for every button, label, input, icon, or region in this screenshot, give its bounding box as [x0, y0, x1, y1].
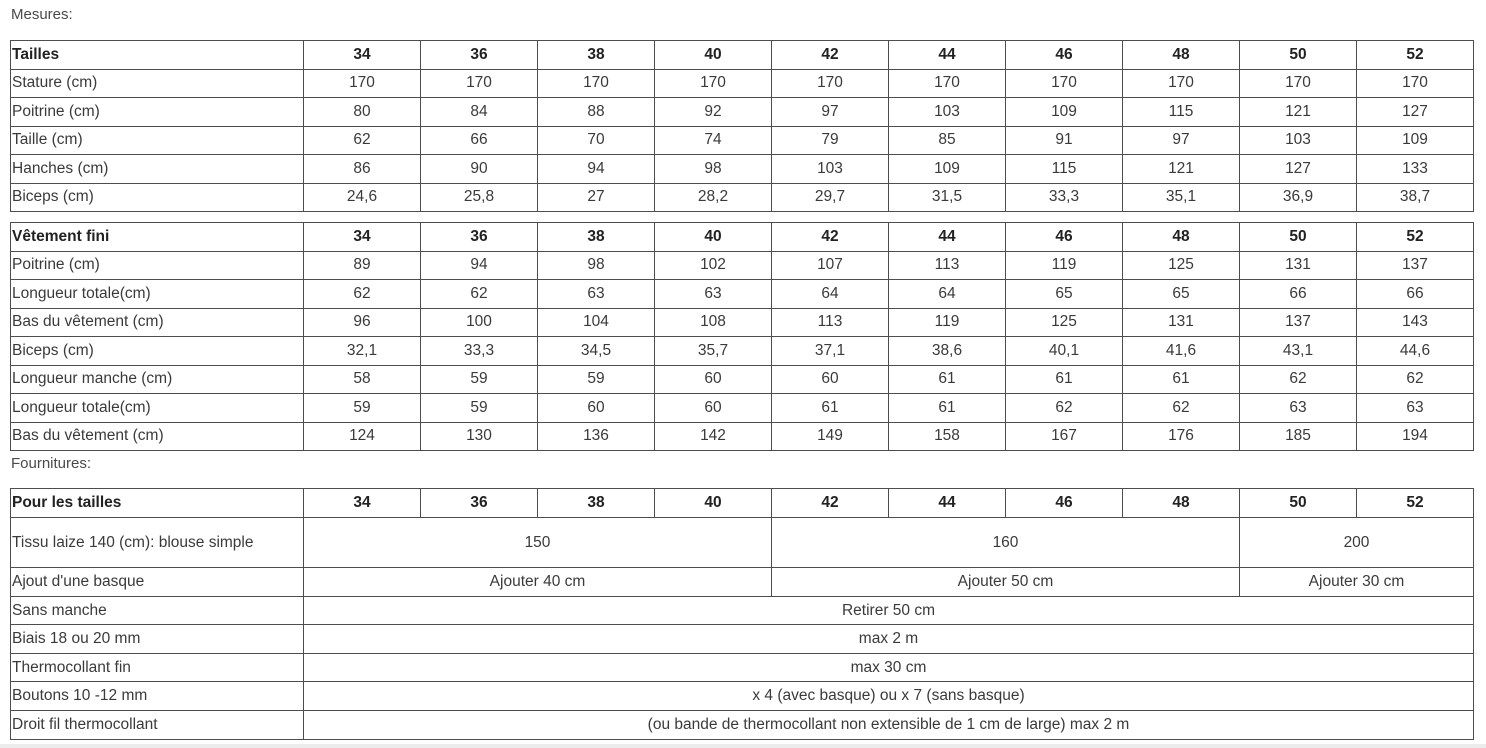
row-label: Hanches (cm)	[11, 155, 304, 184]
row-label: Stature (cm)	[11, 69, 304, 98]
supplies-header-row	[11, 489, 1474, 518]
table-cell: 137	[1240, 308, 1357, 337]
size-header-cell: 46	[1006, 223, 1123, 252]
boutons-label: Boutons 10 -12 mm	[11, 682, 304, 711]
table-cell: 124	[304, 422, 421, 451]
table-cell: 43,1	[1240, 337, 1357, 366]
table-cell: 88	[538, 98, 655, 127]
table-cell: 37,1	[772, 337, 889, 366]
table-row	[11, 337, 1474, 366]
table-cell: 107	[772, 251, 889, 280]
table-cell: 66	[1240, 280, 1357, 309]
table-cell: 28,2	[655, 183, 772, 212]
row-label: Longueur manche (cm)	[11, 365, 304, 394]
table-cell: 109	[1006, 98, 1123, 127]
table-cell: 62	[1357, 365, 1474, 394]
table-cell: 38,6	[889, 337, 1006, 366]
table-cell: 142	[655, 422, 772, 451]
size-header-cell: 42	[772, 489, 889, 518]
supplies-header-label: Pour les tailles	[11, 489, 304, 518]
table-cell: 61	[889, 394, 1006, 423]
table-cell: 143	[1357, 308, 1474, 337]
table-cell: 62	[1006, 394, 1123, 423]
table-cell: 115	[1006, 155, 1123, 184]
size-header-cell: 48	[1123, 41, 1240, 70]
table-cell: 167	[1006, 422, 1123, 451]
table-cell: 170	[655, 69, 772, 98]
table-cell: 185	[1240, 422, 1357, 451]
size-header-cell: 38	[538, 223, 655, 252]
table-cell: 170	[889, 69, 1006, 98]
table-cell: 29,7	[772, 183, 889, 212]
table-cell: 38,7	[1357, 183, 1474, 212]
table-cell: 109	[889, 155, 1006, 184]
sans-manche-row	[11, 597, 1474, 625]
droit-fil-value: (ou bande de thermocollant non extensible de 1 cm de large) max 2 m	[304, 711, 1474, 740]
table-cell: 35,7	[655, 337, 772, 366]
table-row	[11, 251, 1474, 280]
table-cell: 59	[421, 394, 538, 423]
size-header-cell: 36	[421, 223, 538, 252]
table-cell: 41,6	[1123, 337, 1240, 366]
table-cell: 103	[1240, 126, 1357, 155]
size-header-cell: 40	[655, 489, 772, 518]
table-cell: 170	[1240, 69, 1357, 98]
table-cell: 34,5	[538, 337, 655, 366]
size-header-cell: 52	[1357, 223, 1474, 252]
size-header-cell: 50	[1240, 223, 1357, 252]
supplies-table	[10, 488, 1474, 740]
table-cell: 61	[772, 394, 889, 423]
finished-garment-table	[10, 222, 1474, 451]
body-measurements-table	[10, 40, 1474, 212]
table-cell: 33,3	[1006, 183, 1123, 212]
table-cell: 24,6	[304, 183, 421, 212]
size-header-cell: 46	[1006, 41, 1123, 70]
row-label: Taille (cm)	[11, 126, 304, 155]
size-header-cell: 34	[304, 223, 421, 252]
table-cell: 149	[772, 422, 889, 451]
table-cell: 170	[772, 69, 889, 98]
table-row	[11, 422, 1474, 451]
basque-value-42-48: Ajouter 50 cm	[772, 568, 1240, 597]
table-cell: 158	[889, 422, 1006, 451]
table-row	[11, 98, 1474, 127]
table-cell: 40,1	[1006, 337, 1123, 366]
table-row	[11, 183, 1474, 212]
header-label: Vêtement fini	[11, 223, 304, 252]
thermocollant-value: max 30 cm	[304, 654, 1474, 682]
table-cell: 130	[421, 422, 538, 451]
header-row	[11, 223, 1474, 252]
size-header-cell: 52	[1357, 489, 1474, 518]
size-header-cell: 50	[1240, 41, 1357, 70]
fabric-row	[11, 518, 1474, 568]
table-cell: 131	[1240, 251, 1357, 280]
table-cell: 133	[1357, 155, 1474, 184]
table-row	[11, 394, 1474, 423]
basque-value-34-40: Ajouter 40 cm	[304, 568, 772, 597]
table-cell: 31,5	[889, 183, 1006, 212]
table-cell: 33,3	[421, 337, 538, 366]
size-header-cell: 42	[772, 41, 889, 70]
bottom-divider	[0, 744, 1486, 748]
table-cell: 119	[889, 308, 1006, 337]
table-cell: 109	[1357, 126, 1474, 155]
row-label: Longueur totale(cm)	[11, 394, 304, 423]
table-cell: 63	[655, 280, 772, 309]
size-header-cell: 38	[538, 489, 655, 518]
table-cell: 27	[538, 183, 655, 212]
table-cell: 131	[1123, 308, 1240, 337]
table-cell: 74	[655, 126, 772, 155]
size-header-cell: 40	[655, 223, 772, 252]
size-header-cell: 44	[889, 223, 1006, 252]
table-cell: 61	[1006, 365, 1123, 394]
basque-row	[11, 568, 1474, 597]
table-cell: 36,9	[1240, 183, 1357, 212]
row-label: Bas du vêtement (cm)	[11, 308, 304, 337]
table-cell: 92	[655, 98, 772, 127]
table-cell: 79	[772, 126, 889, 155]
size-header-cell: 36	[421, 41, 538, 70]
thermocollant-label: Thermocollant fin	[11, 654, 304, 682]
table-cell: 90	[421, 155, 538, 184]
size-header-cell: 40	[655, 41, 772, 70]
table-cell: 125	[1123, 251, 1240, 280]
table-cell: 103	[772, 155, 889, 184]
table-cell: 102	[655, 251, 772, 280]
droit-fil-label: Droit fil thermocollant	[11, 711, 304, 740]
table-cell: 104	[538, 308, 655, 337]
sans-manche-label: Sans manche	[11, 597, 304, 625]
size-header-cell: 44	[889, 489, 1006, 518]
table-cell: 62	[1240, 365, 1357, 394]
table-cell: 62	[1123, 394, 1240, 423]
biais-label: Biais 18 ou 20 mm	[11, 625, 304, 654]
header-row	[11, 41, 1474, 70]
table-cell: 35,1	[1123, 183, 1240, 212]
table-cell: 65	[1123, 280, 1240, 309]
table-cell: 64	[889, 280, 1006, 309]
table-cell: 58	[304, 365, 421, 394]
header-label: Tailles	[11, 41, 304, 70]
table-cell: 137	[1357, 251, 1474, 280]
size-header-cell: 48	[1123, 489, 1240, 518]
size-header-cell: 36	[421, 489, 538, 518]
table-cell: 44,6	[1357, 337, 1474, 366]
row-label: Poitrine (cm)	[11, 98, 304, 127]
table-cell: 91	[1006, 126, 1123, 155]
size-header-cell: 52	[1357, 41, 1474, 70]
table-cell: 97	[1123, 126, 1240, 155]
table-cell: 59	[304, 394, 421, 423]
table-cell: 63	[1240, 394, 1357, 423]
table-cell: 136	[538, 422, 655, 451]
table-cell: 85	[889, 126, 1006, 155]
table-cell: 121	[1240, 98, 1357, 127]
table-row	[11, 365, 1474, 394]
table-cell: 63	[1357, 394, 1474, 423]
basque-value-50-52: Ajouter 30 cm	[1240, 568, 1474, 597]
table-cell: 98	[538, 251, 655, 280]
row-label: Poitrine (cm)	[11, 251, 304, 280]
boutons-row	[11, 682, 1474, 711]
size-header-cell: 42	[772, 223, 889, 252]
size-header-cell: 34	[304, 41, 421, 70]
table-row	[11, 280, 1474, 309]
table-cell: 61	[1123, 365, 1240, 394]
mesures-title: Mesures:	[11, 6, 73, 23]
size-header-cell: 50	[1240, 489, 1357, 518]
fabric-value-34-40: 150	[304, 518, 772, 568]
table-cell: 59	[538, 365, 655, 394]
table-cell: 80	[304, 98, 421, 127]
table-cell: 60	[772, 365, 889, 394]
table-cell: 194	[1357, 422, 1474, 451]
table-cell: 115	[1123, 98, 1240, 127]
row-label: Biceps (cm)	[11, 183, 304, 212]
table-cell: 59	[421, 365, 538, 394]
fabric-label: Tissu laize 140 (cm): blouse simple	[11, 518, 304, 568]
row-label: Bas du vêtement (cm)	[11, 422, 304, 451]
thermocollant-row	[11, 654, 1474, 682]
table-row	[11, 308, 1474, 337]
basque-label: Ajout d'une basque	[11, 568, 304, 597]
fabric-value-42-48: 160	[772, 518, 1240, 568]
table-cell: 84	[421, 98, 538, 127]
table-cell: 103	[889, 98, 1006, 127]
fournitures-title: Fournitures:	[11, 455, 92, 472]
table-cell: 127	[1240, 155, 1357, 184]
table-cell: 170	[1357, 69, 1474, 98]
table-cell: 62	[304, 126, 421, 155]
table-cell: 62	[421, 280, 538, 309]
table-cell: 97	[772, 98, 889, 127]
table-cell: 60	[655, 394, 772, 423]
table-cell: 94	[421, 251, 538, 280]
table-row	[11, 155, 1474, 184]
row-label: Longueur totale(cm)	[11, 280, 304, 309]
table-cell: 170	[538, 69, 655, 98]
boutons-value: x 4 (avec basque) ou x 7 (sans basque)	[304, 682, 1474, 711]
table-cell: 125	[1006, 308, 1123, 337]
size-header-cell: 34	[304, 489, 421, 518]
table-cell: 170	[304, 69, 421, 98]
sans-manche-value: Retirer 50 cm	[304, 597, 1474, 625]
table-row	[11, 69, 1474, 98]
table-cell: 62	[304, 280, 421, 309]
table-cell: 170	[421, 69, 538, 98]
table-cell: 108	[655, 308, 772, 337]
table-cell: 96	[304, 308, 421, 337]
table-cell: 98	[655, 155, 772, 184]
size-header-cell: 48	[1123, 223, 1240, 252]
table-cell: 64	[772, 280, 889, 309]
table-cell: 113	[772, 308, 889, 337]
size-header-cell: 38	[538, 41, 655, 70]
table-cell: 61	[889, 365, 1006, 394]
table-cell: 170	[1006, 69, 1123, 98]
droit-fil-row	[11, 711, 1474, 740]
table-row	[11, 126, 1474, 155]
biais-value: max 2 m	[304, 625, 1474, 654]
table-cell: 127	[1357, 98, 1474, 127]
table-cell: 70	[538, 126, 655, 155]
table-cell: 121	[1123, 155, 1240, 184]
table-cell: 119	[1006, 251, 1123, 280]
table-cell: 170	[1123, 69, 1240, 98]
table-cell: 176	[1123, 422, 1240, 451]
size-header-cell: 46	[1006, 489, 1123, 518]
table-cell: 66	[421, 126, 538, 155]
table-cell: 25,8	[421, 183, 538, 212]
table-cell: 113	[889, 251, 1006, 280]
biais-row	[11, 625, 1474, 654]
table-cell: 86	[304, 155, 421, 184]
table-cell: 63	[538, 280, 655, 309]
table-cell: 60	[538, 394, 655, 423]
size-header-cell: 44	[889, 41, 1006, 70]
table-cell: 65	[1006, 280, 1123, 309]
table-cell: 60	[655, 365, 772, 394]
row-label: Biceps (cm)	[11, 337, 304, 366]
table-cell: 89	[304, 251, 421, 280]
table-cell: 66	[1357, 280, 1474, 309]
table-cell: 100	[421, 308, 538, 337]
fabric-value-50-52: 200	[1240, 518, 1474, 568]
table-cell: 32,1	[304, 337, 421, 366]
table-cell: 94	[538, 155, 655, 184]
